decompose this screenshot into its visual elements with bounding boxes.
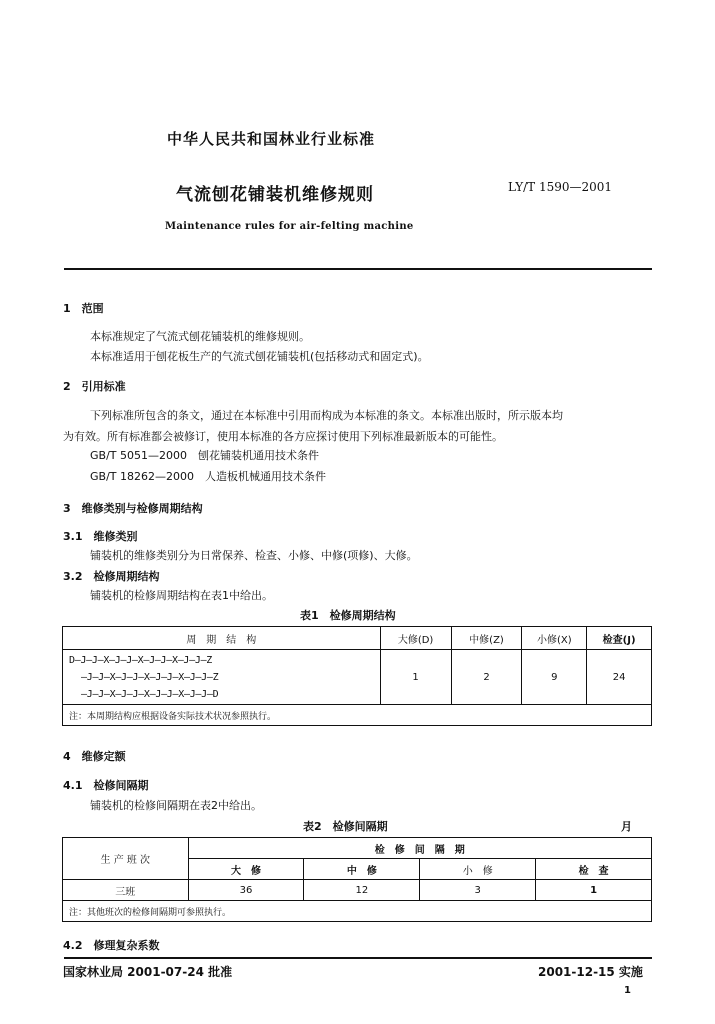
section2-paragraph2: 为有效。所有标准都会被修订，使用本标准的各方应探讨使用下列标准最新版本的可能性。 <box>63 430 503 443</box>
table2-unit: 月 <box>621 820 632 833</box>
table1-header-minor: 小修(X) <box>522 627 587 650</box>
section3-heading: 3 维修类别与检修周期结构 <box>63 502 203 515</box>
section1-heading: 1 范围 <box>63 302 104 315</box>
pattern-line-3: —J—J—X—J—J—X—J—J—X—J—J—D <box>81 688 219 700</box>
implementation-date: 2001-12-15 实施 <box>538 965 643 979</box>
table1-header-medium: 中修(Z) <box>451 627 522 650</box>
issuing-authority: 中华人民共和国林业行业标准 <box>167 130 376 148</box>
table2-header-major: 大 修 <box>188 859 304 880</box>
section4-heading: 4 维修定额 <box>63 750 126 763</box>
section3-2-text: 铺装机的检修周期结构在表1中给出。 <box>90 589 273 602</box>
reference-standard-1: GB/T 5051—2000 刨花铺装机通用技术条件 <box>90 449 319 462</box>
section3-1-heading: 3.1 维修类别 <box>63 530 138 543</box>
table1-value-inspection: 24 <box>587 650 652 705</box>
approval-date: 国家林业局 2001-07-24 批准 <box>63 965 233 979</box>
section4-1-text: 铺装机的检修间隔期在表2中给出。 <box>90 799 262 812</box>
table1-value-minor: 9 <box>522 650 587 705</box>
table1-note: 注：本周期结构应根据设备实际技术状况参照执行。 <box>63 705 652 726</box>
pattern-line-1: D—J—J—X—J—J—X—J—J—X—J—J—Z <box>69 654 213 666</box>
table2-note: 注：其他班次的检修间隔期可参照执行。 <box>63 901 652 922</box>
table2-row-label: 三班 <box>63 880 189 901</box>
section2-paragraph1: 下列标准所包含的条文，通过在本标准中引用而构成为本标准的条文。本标准出版时，所示版本均 <box>90 409 563 422</box>
table1-caption: 表1 检修周期结构 <box>300 609 396 622</box>
footer-divider <box>64 957 652 959</box>
document-title: 气流刨花铺装机维修规则 <box>176 185 374 205</box>
table1-value-major: 1 <box>380 650 451 705</box>
table2-value-major: 36 <box>188 880 304 901</box>
page-number: 1 <box>624 985 631 996</box>
table2 <box>62 837 652 922</box>
table2-value-inspection: 1 <box>536 880 652 901</box>
table1-header-inspection: 检查(J) <box>587 627 652 650</box>
section3-2-heading: 3.2 检修周期结构 <box>63 570 160 583</box>
section1-paragraph1: 本标准规定了气流式刨花铺装机的维修规则。 <box>90 330 310 343</box>
header-divider <box>64 268 652 270</box>
section4-1-heading: 4.1 检修间隔期 <box>63 779 149 792</box>
table2-shift-header: 生 产 班 次 <box>63 838 189 880</box>
table2-header-inspection: 检 查 <box>536 859 652 880</box>
table2-header-minor: 小 修 <box>420 859 536 880</box>
table2-header-medium: 中 修 <box>304 859 420 880</box>
table1-cycle-pattern <box>63 650 381 705</box>
table1-header-major: 大修(D) <box>380 627 451 650</box>
section4-2-heading: 4.2 修理复杂系数 <box>63 939 160 952</box>
section1-paragraph2: 本标准适用于刨花板生产的气流式刨花铺装机(包括移动式和固定式)。 <box>90 350 429 363</box>
english-title: Maintenance rules for air-felting machine <box>165 221 414 232</box>
section2-heading: 2 引用标准 <box>63 380 126 393</box>
pattern-line-2: —J—J—X—J—J—X—J—J—X—J—J—Z <box>81 671 219 683</box>
table1-header-cycle: 周 期 结 构 <box>63 627 381 650</box>
table1-value-medium: 2 <box>451 650 522 705</box>
standard-code: LY/T 1590—2001 <box>508 180 613 194</box>
reference-standard-2: GB/T 18262—2000 人造板机械通用技术条件 <box>90 470 326 483</box>
table2-group-header: 检 修 间 隔 期 <box>188 838 651 859</box>
table2-value-minor: 3 <box>420 880 536 901</box>
table2-value-medium: 12 <box>304 880 420 901</box>
section3-1-text: 铺装机的维修类别分为日常保养、检查、小修、中修(项修)、大修。 <box>90 549 418 562</box>
table2-caption: 表2 检修间隔期 <box>303 820 388 833</box>
table1 <box>62 626 652 726</box>
